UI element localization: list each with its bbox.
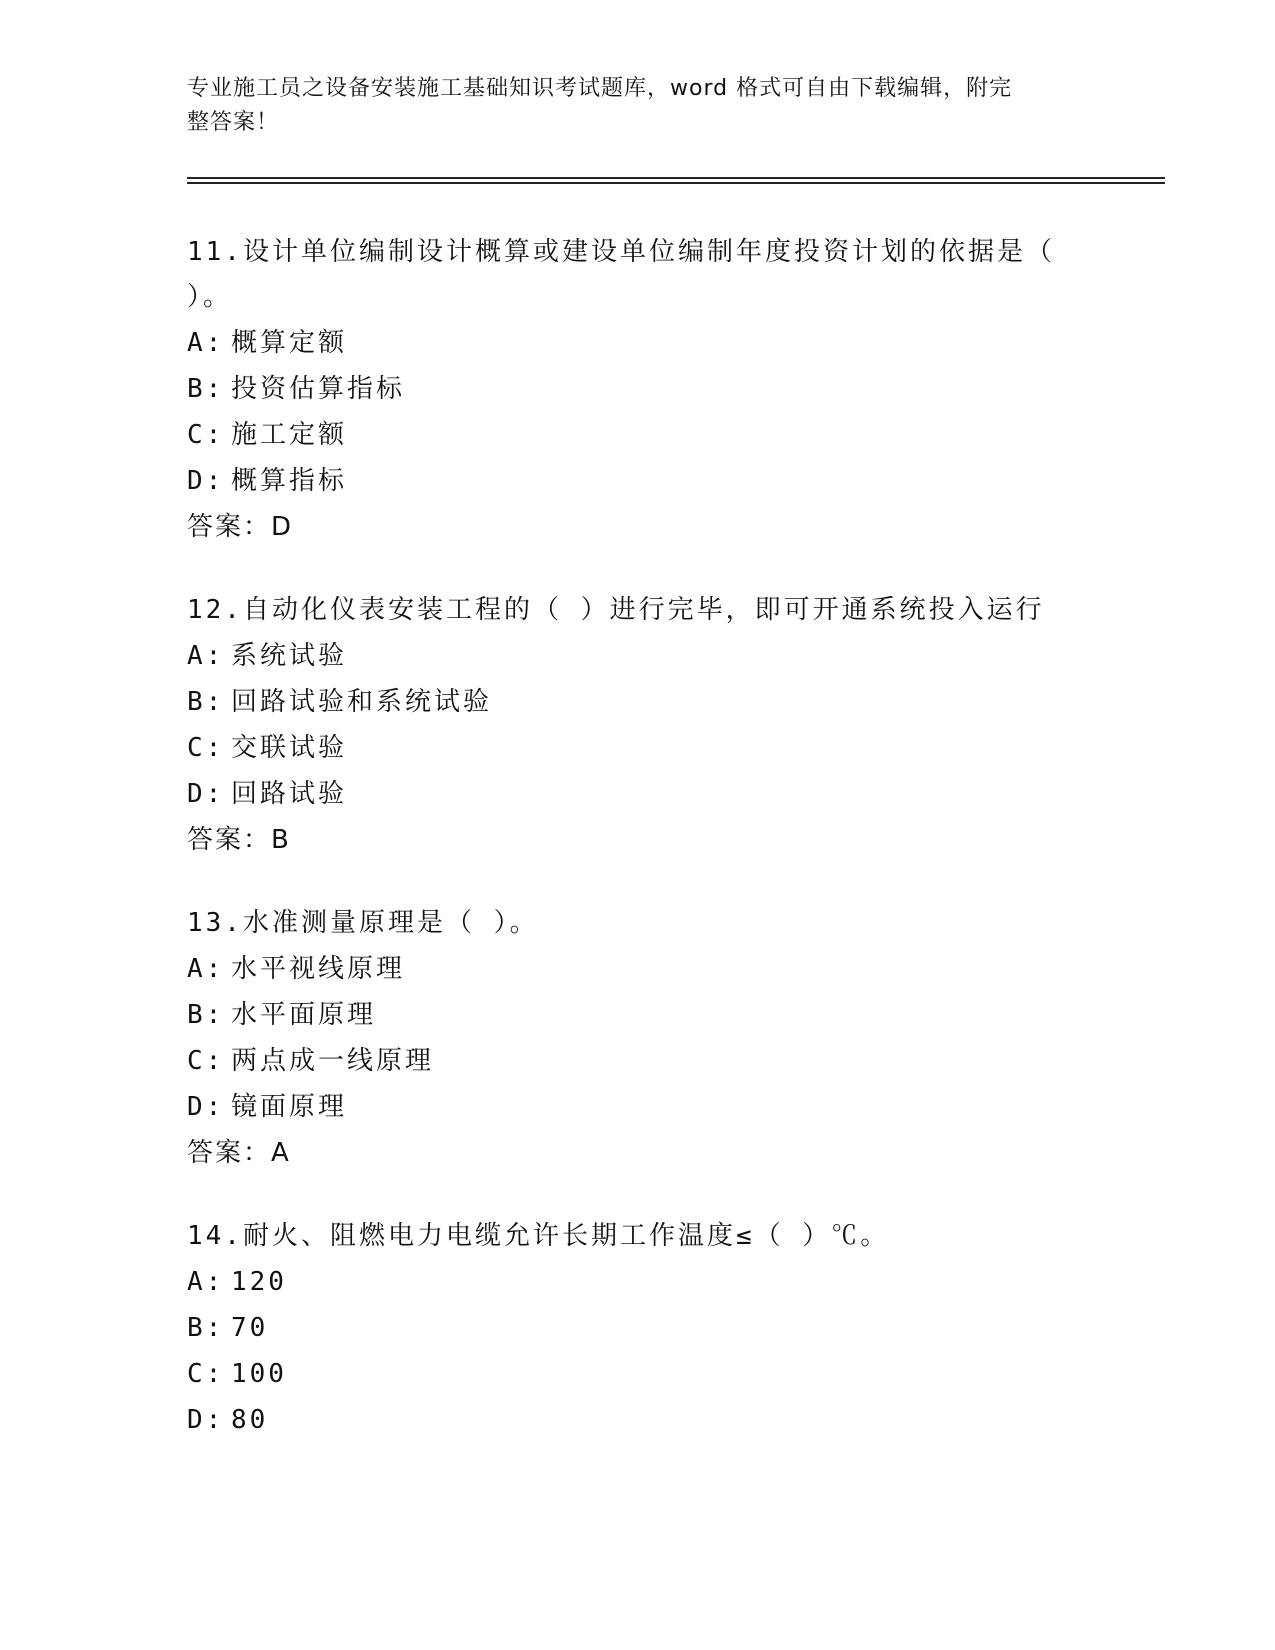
option-key: B: bbox=[187, 1000, 225, 1030]
option-list bbox=[187, 633, 1087, 817]
option-text: 100 bbox=[231, 1359, 287, 1389]
header-divider bbox=[187, 177, 1165, 184]
option-d bbox=[187, 458, 1087, 504]
option-key: A: bbox=[187, 641, 225, 671]
option-b bbox=[187, 1305, 1087, 1351]
question-stem bbox=[187, 901, 1087, 946]
answer-line: 答案：D bbox=[187, 512, 294, 542]
option-text: 系统试验 bbox=[231, 641, 348, 671]
option-key: C: bbox=[187, 1359, 225, 1389]
option-c bbox=[187, 412, 1087, 458]
option-key: D: bbox=[187, 1405, 225, 1435]
question-stem-line-1: 12.自动化仪表安装工程的（ ）进行完毕，即可开通系统投入运行 bbox=[187, 595, 1045, 625]
option-key: C: bbox=[187, 1046, 225, 1076]
option-key: C: bbox=[187, 733, 225, 763]
option-list bbox=[187, 1259, 1087, 1443]
question-stem-line-1: 11.设计单位编制设计概算或建设单位编制年度投资计划的依据是（ bbox=[187, 237, 1055, 267]
option-text: 70 bbox=[231, 1313, 269, 1343]
option-key: A: bbox=[187, 954, 225, 984]
header-line-2: 整答案！ bbox=[187, 110, 280, 135]
option-list bbox=[187, 320, 1087, 504]
question-list bbox=[187, 230, 1087, 1481]
option-key: B: bbox=[187, 687, 225, 717]
document-header bbox=[187, 72, 1067, 140]
option-a bbox=[187, 320, 1087, 366]
option-key: D: bbox=[187, 1092, 225, 1122]
option-a bbox=[187, 633, 1087, 679]
option-text: 80 bbox=[231, 1405, 269, 1435]
option-text: 水平视线原理 bbox=[231, 954, 406, 984]
question-stem-line-1: 13.水准测量原理是（ ）。 bbox=[187, 908, 539, 938]
option-c bbox=[187, 725, 1087, 771]
question-12 bbox=[187, 588, 1087, 863]
option-text: 概算指标 bbox=[231, 466, 348, 496]
option-text: 回路试验 bbox=[231, 779, 348, 809]
question-14 bbox=[187, 1214, 1087, 1443]
header-line-1: 专业施工员之设备安装施工基础知识考试题库，word 格式可自由下载编辑，附完 bbox=[187, 76, 1013, 101]
option-key: B: bbox=[187, 374, 225, 404]
option-c bbox=[187, 1038, 1087, 1084]
option-text: 概算定额 bbox=[231, 328, 348, 358]
question-11 bbox=[187, 230, 1087, 550]
option-text: 施工定额 bbox=[231, 420, 348, 450]
option-key: D: bbox=[187, 466, 225, 496]
option-text: 交联试验 bbox=[231, 733, 348, 763]
option-text: 水平面原理 bbox=[231, 1000, 377, 1030]
option-d bbox=[187, 1084, 1087, 1130]
question-stem-line-2: ）。 bbox=[187, 282, 233, 312]
option-b bbox=[187, 992, 1087, 1038]
option-text: 投资估算指标 bbox=[231, 374, 406, 404]
option-key: C: bbox=[187, 420, 225, 450]
question-stem bbox=[187, 588, 1087, 633]
option-d bbox=[187, 771, 1087, 817]
option-d bbox=[187, 1397, 1087, 1443]
answer-line: 答案：B bbox=[187, 825, 291, 855]
option-key: B: bbox=[187, 1313, 225, 1343]
option-text: 回路试验和系统试验 bbox=[231, 687, 493, 717]
option-c bbox=[187, 1351, 1087, 1397]
question-stem-line-1: 14.耐火、阻燃电力电缆允许长期工作温度≤（ ）℃。 bbox=[187, 1221, 890, 1251]
option-a bbox=[187, 1259, 1087, 1305]
option-key: A: bbox=[187, 1267, 225, 1297]
question-stem bbox=[187, 230, 1087, 320]
question-stem bbox=[187, 1214, 1087, 1259]
option-a bbox=[187, 946, 1087, 992]
option-key: A: bbox=[187, 328, 225, 358]
option-list bbox=[187, 946, 1087, 1130]
answer-line: 答案：A bbox=[187, 1138, 291, 1168]
option-text: 两点成一线原理 bbox=[231, 1046, 435, 1076]
option-key: D: bbox=[187, 779, 225, 809]
option-text: 120 bbox=[231, 1267, 287, 1297]
option-b bbox=[187, 679, 1087, 725]
option-text: 镜面原理 bbox=[231, 1092, 348, 1122]
question-13 bbox=[187, 901, 1087, 1176]
option-b bbox=[187, 366, 1087, 412]
